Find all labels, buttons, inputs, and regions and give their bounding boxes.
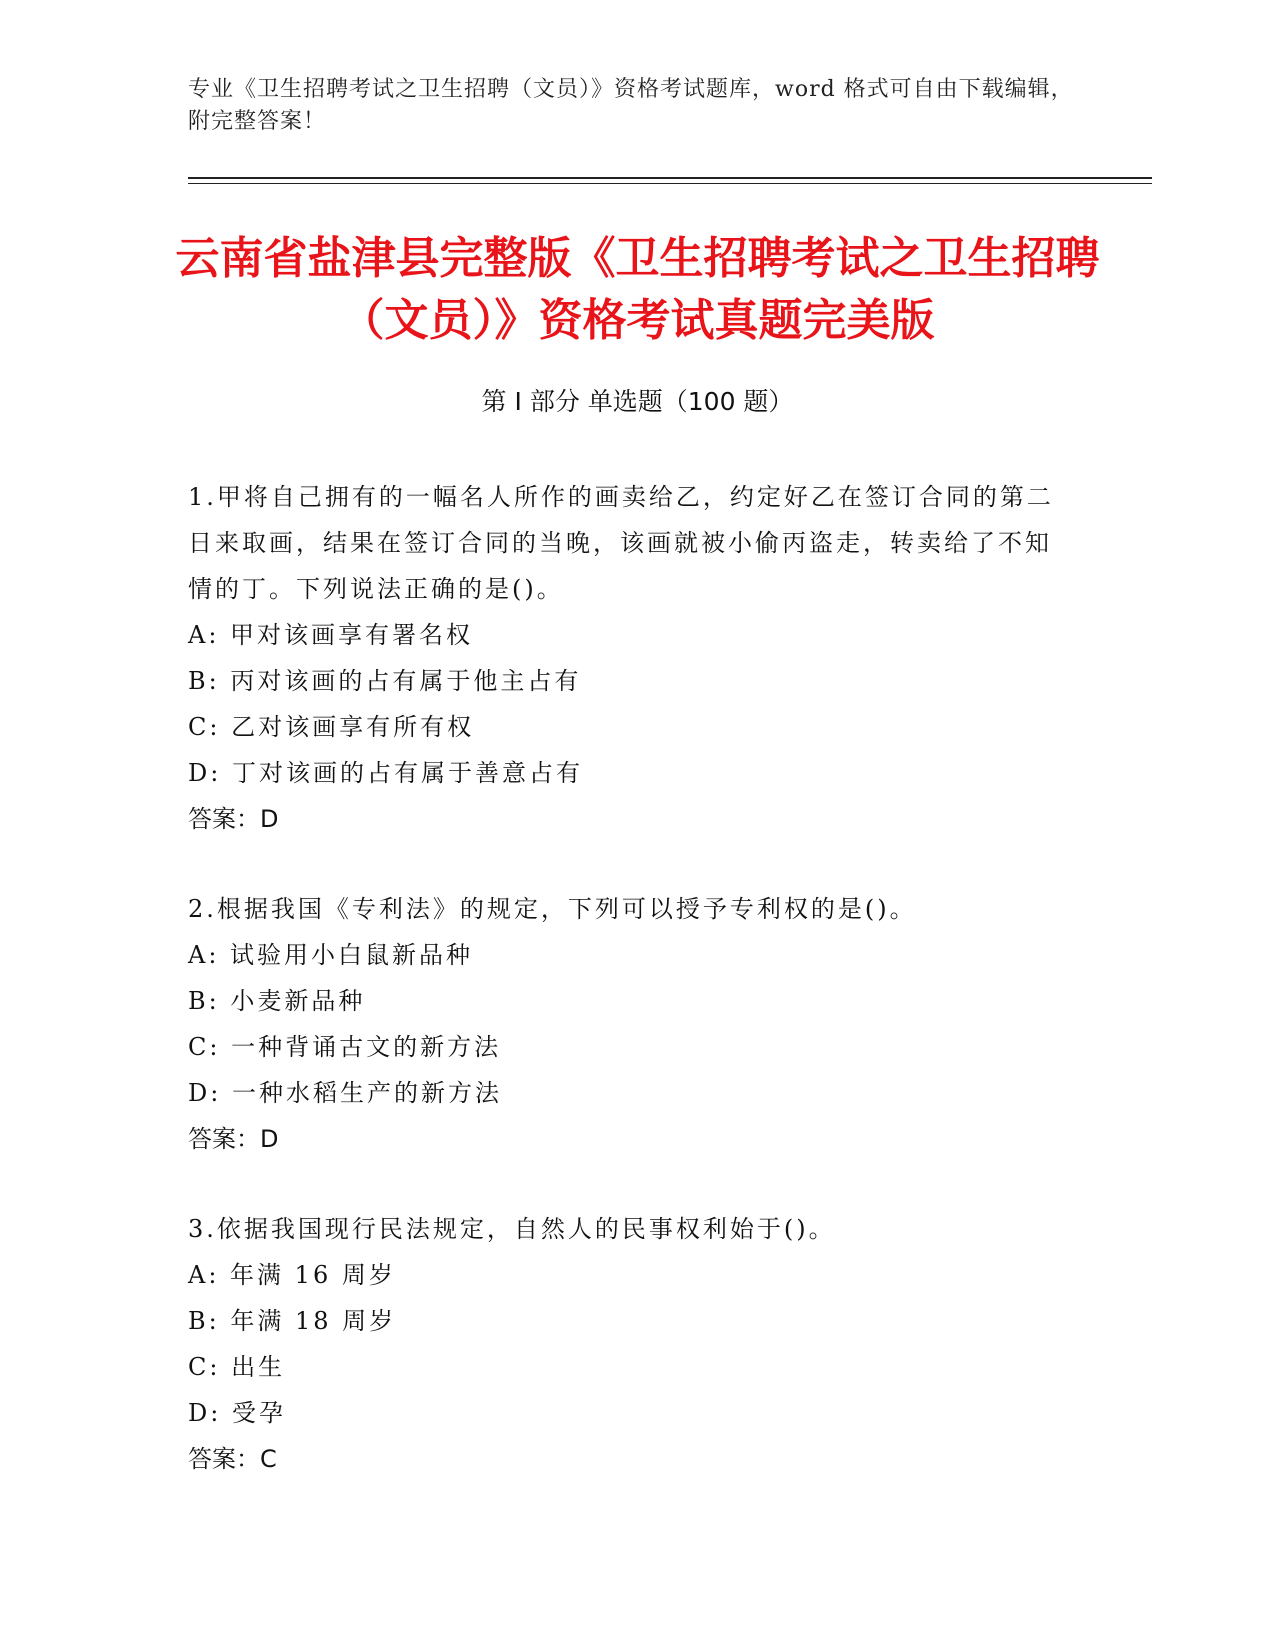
header-divider-thin — [188, 183, 1152, 184]
header-divider-thick — [188, 177, 1152, 179]
option-b: B: 丙对该画的占有属于他主占有 — [188, 667, 582, 695]
option-c: C: 一种背诵古文的新方法 — [188, 1033, 502, 1061]
question-stem: 2.根据我国《专利法》的规定，下列可以授予专利权的是()。 — [188, 895, 917, 923]
question-stem: 3.依据我国现行民法规定，自然人的民事权利始于()。 — [188, 1215, 836, 1243]
option-d: D: 受孕 — [188, 1399, 286, 1427]
question-3 — [188, 1206, 1068, 1482]
header-note: 专业《卫生招聘考试之卫生招聘（文员）》资格考试题库，word 格式可自由下载编辑，附完整答案！ — [188, 77, 1074, 134]
section-title: 第 I 部分 单选题（100 题） — [481, 387, 794, 416]
option-b: B: 小麦新品种 — [188, 987, 366, 1015]
question-2 — [188, 886, 1068, 1162]
option-c: C: 出生 — [188, 1353, 286, 1381]
option-a: A: 试验用小白鼠新品种 — [188, 941, 474, 969]
answer-label: 答案：D — [188, 805, 279, 833]
answer-label: 答案：C — [188, 1445, 277, 1473]
question-stem: 1.甲将自己拥有的一幅名人所作的画卖给乙，约定好乙在签订合同的第二日来取画，结果在签订合同的当晚，该画就被小偷丙盗走，转卖给了不知情的丁。下列说法正确的是()。 — [188, 483, 1054, 603]
option-d: D: 丁对该画的占有属于善意占有 — [188, 759, 583, 787]
question-1 — [188, 474, 1068, 842]
answer-label: 答案：D — [188, 1125, 279, 1153]
option-d: D: 一种水稻生产的新方法 — [188, 1079, 502, 1107]
option-a: A: 甲对该画享有署名权 — [188, 621, 474, 649]
option-c: C: 乙对该画享有所有权 — [188, 713, 475, 741]
option-a: A: 年满 16 周岁 — [188, 1261, 396, 1289]
option-b: B: 年满 18 周岁 — [188, 1307, 397, 1335]
document-title: 云南省盐津县完整版《卫生招聘考试之卫生招聘（文员）》资格考试真题完美版 — [175, 233, 1100, 346]
